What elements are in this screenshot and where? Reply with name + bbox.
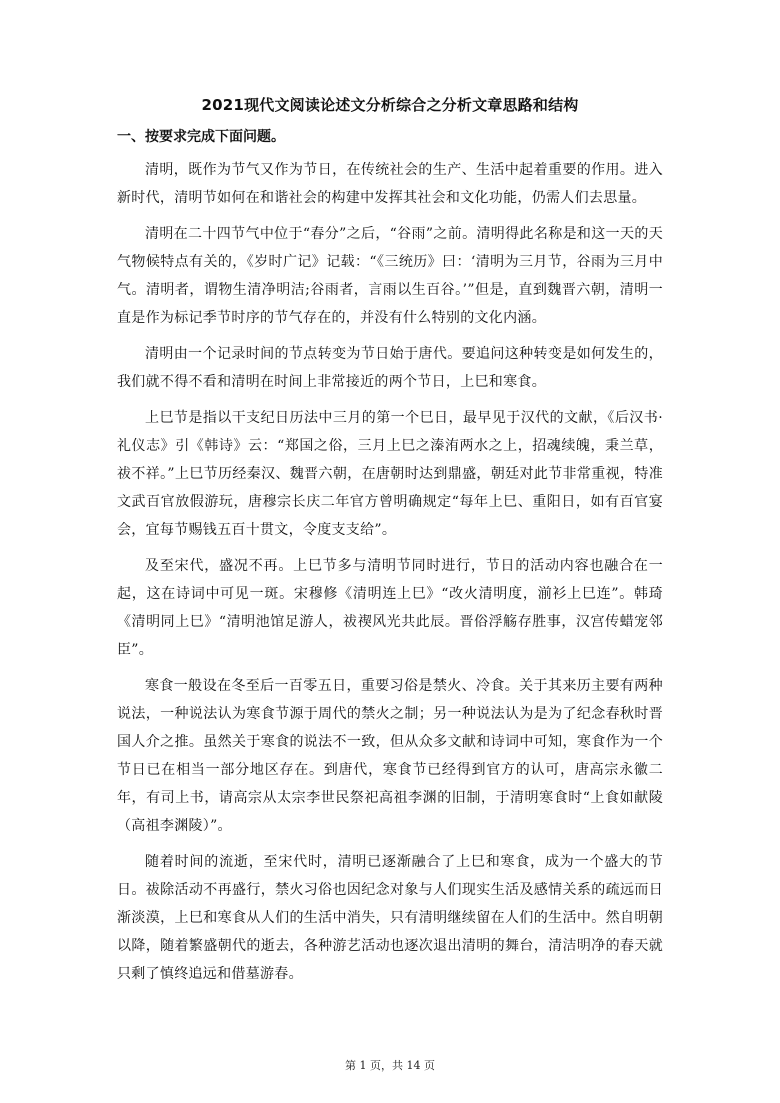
page-footer: 第 1 页，共 14 页 <box>345 1059 435 1072</box>
article-body <box>117 156 663 996</box>
section-heading: 一、按要求完成下面问题。 <box>117 129 285 145</box>
paragraph: 清明，既作为节气又作为节日，在传统社会的生产、生活中起着重要的作用。进入新时代，清明节如何在和谐社会的构建中发挥其社会和文化功能，仍需人们去思量。 <box>117 162 663 206</box>
paragraph: 清明在二十四节气中位于“春分”之后，“谷雨”之前。清明得此名称是和这一天的天气物候特点有关的，《岁时广记》记载：“《三统历》曰：‘清明为三月节，谷雨为三月中气。清明者，谓物生清净明洁;谷雨者，言雨以生百谷。’”但是，直到魏晋六朝，清明一直是作为标记季节时序的节气存在的，并没有什么特别的文化内涵。 <box>117 226 663 326</box>
paragraph: 随着时间的流逝，至宋代时，清明已逐渐融合了上巳和寒食，成为一个盛大的节日。祓除活动不再盛行，禁火习俗也因纪念对象与人们现实生活及感情关系的疏远而日渐淡漠，上巳和寒食从人们的生活中消失，只有清明继续留在人们的生活中。然自明朝以降，随着繁盛朝代的逝去，各种游艺活动也逐次退出清明的舞台，清洁明净的春天就只剩了慎终追远和借墓游春。 <box>117 854 663 982</box>
paragraph: 及至宋代，盛况不再。上巳节多与清明节同时进行，节日的活动内容也融合在一起，这在诗词中可见一斑。宋穆修《清明连上巳》“改火清明度，湔衫上巳连”。韩琦《清明同上巳》“清明池馆足游人，祓禊风光共此辰。晋俗浮觞存胜事，汉宫传蜡宠邻臣”。 <box>117 558 663 658</box>
paragraph: 上巳节是指以干支纪日历法中三月的第一个巳日，最早见于汉代的文献，《后汉书·礼仪志》引《韩诗》云：“郑国之俗，三月上巳之溱洧两水之上，招魂续魄，秉兰草，祓不祥。”上巳节历经秦汉、魏晋六朝，在唐朝时达到鼎盛，朝廷对此节非常重视，特准文武百官放假游玩，唐穆宗长庆二年官方曾明确规定“每年上巳、重阳日，如有百官宴会，宜每节赐钱五百十贯文，令度支支给”。 <box>117 410 663 538</box>
paragraph: 寒食一般设在冬至后一百零五日，重要习俗是禁火、冷食。关于其来历主要有两种说法，一种说法认为寒食节源于周代的禁火之制；另一种说法认为是为了纪念春秋时晋国人介之推。虽然关于寒食的说法不一致，但从众多文献和诗词中可知，寒食作为一个节日已在相当一部分地区存在。到唐代，寒食节已经得到官方的认可，唐高宗永徽二年，有司上书，请高宗从太宗李世民祭祀高祖李渊的旧制，于清明寒食时“上食如献陵（高祖李渊陵）”。 <box>117 678 663 834</box>
document-title: 2021现代文阅读论述文分析综合之分析文章思路和结构 <box>201 96 579 114</box>
paragraph: 清明由一个记录时间的节点转变为节日始于唐代。要追问这种转变是如何发生的，我们就不得不看和清明在时间上非常接近的两个节日，上巳和寒食。 <box>117 346 663 390</box>
